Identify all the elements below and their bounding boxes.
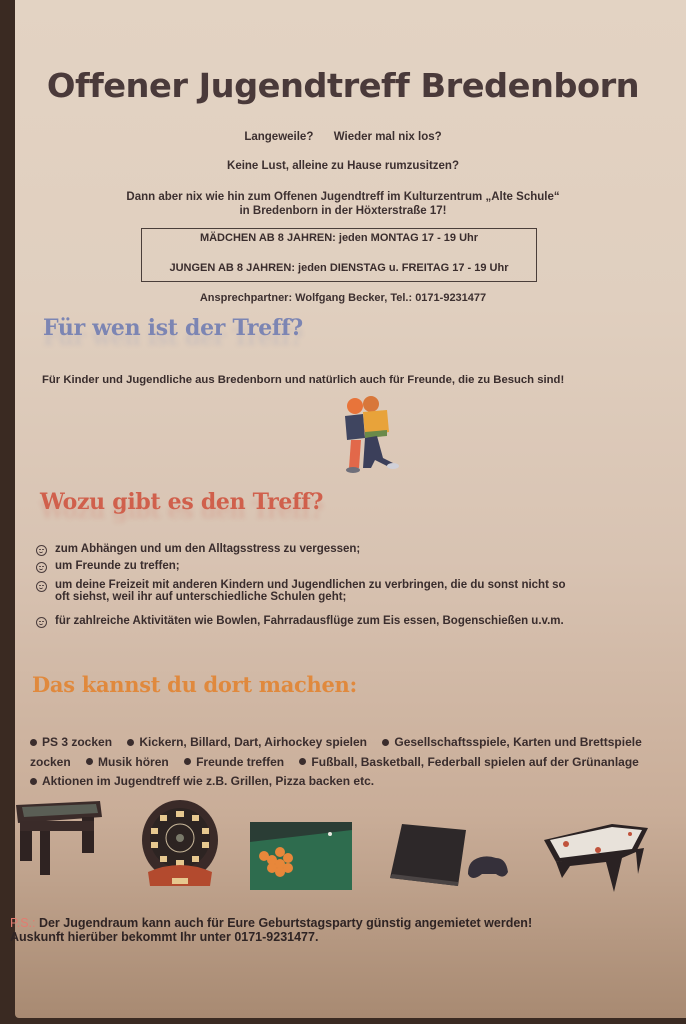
heading-why: Wozu gibt es den Treff? <box>40 489 324 515</box>
bullet-dot-icon <box>86 758 93 765</box>
dartboard-icon <box>140 798 220 895</box>
flyer-title: Offener Jugendtreff Bredenborn <box>46 66 640 105</box>
who-text: Für Kinder und Jugendliche aus Bredenborn und natürlich auch für Freunde, die zu Besuch sind! <box>42 374 565 386</box>
intro-line-1 <box>0 131 686 143</box>
playstation-3-icon <box>388 822 512 895</box>
ps-note <box>10 916 680 944</box>
bullet-dot-icon <box>127 739 134 746</box>
activity-item: Freunde treffen <box>184 755 284 769</box>
why-item-2: um Freunde zu treffen; <box>36 560 180 573</box>
bullet-dot-icon <box>30 739 37 746</box>
activity-item: Aktionen im Jugendtreff wie z.B. Grillen, Pizza backen etc. <box>30 774 374 788</box>
ps-label: P.S.: <box>10 916 36 930</box>
schedule-boys: JUNGEN AB 8 JAHREN: jeden DIENSTAG u. FREITAG 17 - 19 Uhr <box>169 262 509 274</box>
activity-item: Gesellschaftsspiele, Karten und Brettspiele zocken <box>30 735 642 769</box>
smiley-icon <box>36 581 47 592</box>
billiard-image-icon <box>250 822 352 890</box>
activity-item: Musik hören <box>86 755 169 769</box>
why-item-4: für zahlreiche Aktivitäten wie Bowlen, Fahrradausflüge zum Eis essen, Bogenschießen u.v.m. <box>36 615 564 628</box>
ps-line-2: Auskunft hierüber bekommt Ihr unter 0171-9231477. <box>10 930 319 944</box>
intro-line-3: Dann aber nix wie hin zum Offenen Jugendtreff im Kulturzentrum „Alte Schule“ <box>126 191 560 203</box>
intro-line-2: Keine Lust, alleine zu Hause rumzusitzen? <box>227 160 459 172</box>
bullet-dot-icon <box>382 739 389 746</box>
activity-item: PS 3 zocken <box>30 735 112 749</box>
why-item-3: um deine Freizeit mit anderen Kindern und Jugendlichen zu verbringen, die du sonst nicht so oft siehst, weil ihr auf unterschiedliche Schulen geht; <box>36 579 566 603</box>
bullet-dot-icon <box>184 758 191 765</box>
foosball-table-icon <box>12 797 104 882</box>
ps-line-1: Der Jugendraum kann auch für Eure Geburtstagsparty günstig angemietet werden! <box>35 916 533 930</box>
activity-item: Fußball, Basketball, Federball spielen auf der Grünanlage <box>299 755 638 769</box>
smiley-icon <box>36 617 47 628</box>
schedule-girls: MÄDCHEN AB 8 JAHREN: jeden MONTAG 17 - 19 Uhr <box>199 232 479 244</box>
heading-what: Das kannst du dort machen: <box>32 672 357 697</box>
smiley-icon <box>36 545 47 556</box>
activity-item: Kickern, Billard, Dart, Airhockey spielen <box>127 735 367 749</box>
bullet-dot-icon <box>299 758 306 765</box>
bullet-dot-icon <box>30 778 37 785</box>
why-item-1: zum Abhängen und um den Alltagsstress zu vergessen; <box>36 543 360 556</box>
air-hockey-table-icon <box>540 818 650 899</box>
intro-line-4: in Bredenborn in der Höxterstraße 17! <box>239 205 447 217</box>
contact-line: Ansprechpartner: Wolfgang Becker, Tel.: 0171-9231477 <box>199 292 487 304</box>
intro-question-nothing: Wieder mal nix los? <box>333 131 442 143</box>
smiley-icon <box>36 562 47 573</box>
activities-list <box>30 733 660 792</box>
intro-question-boredom: Langeweile? <box>244 131 314 143</box>
heading-who: Für wen ist der Treff? <box>43 315 303 341</box>
kids-illustration-icon <box>335 396 405 476</box>
